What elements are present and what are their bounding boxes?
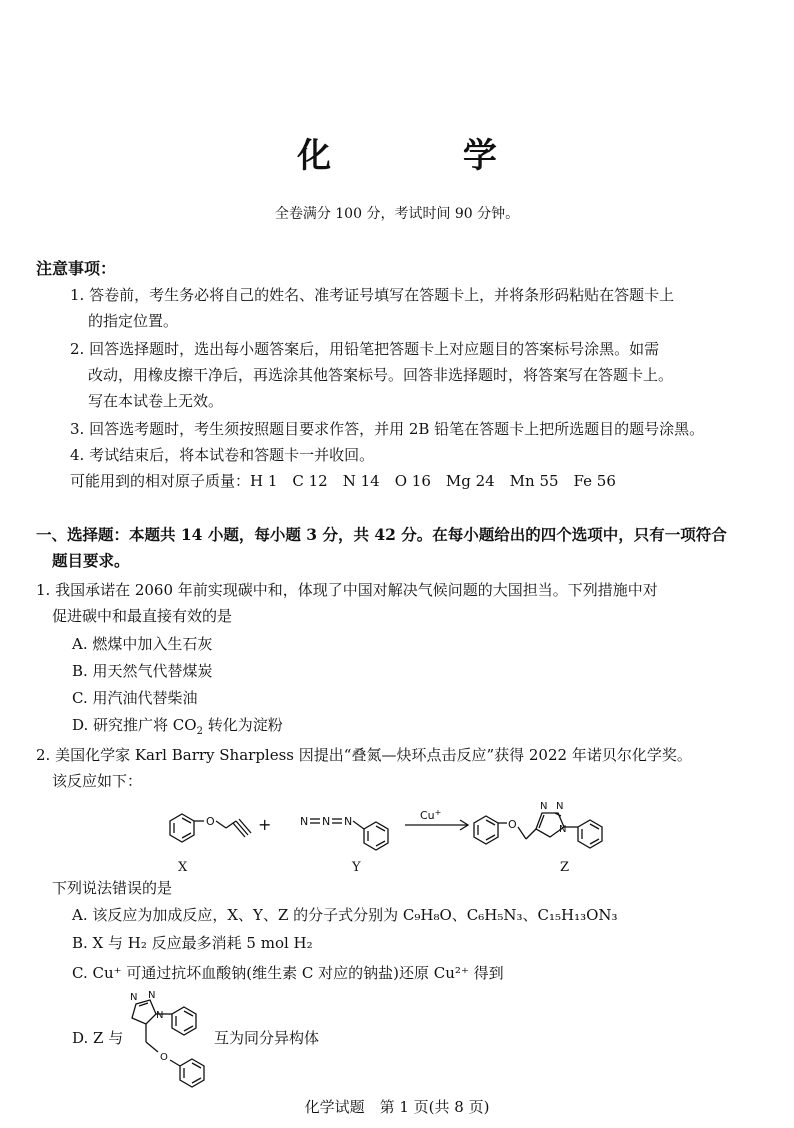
- q1-option-c: C. 用汽油代替柴油: [72, 689, 198, 707]
- plus-sign: +: [258, 815, 272, 834]
- q1-option-d-sub: 2: [196, 726, 203, 737]
- notice-item-2: 2. 回答选择题时，选出每小题答案后，用铅笔把答题卡上对应题目的答案标号涂黑。如需: [70, 340, 660, 358]
- notice-item-2-cont2: 写在本试卷上无效。: [88, 392, 224, 410]
- catalyst-symbol: Cu: [420, 809, 435, 822]
- isomer-oxygen-label: O: [160, 1052, 168, 1063]
- q2-option-a: A. 该反应为加成反应，X、Y、Z 的分子式分别为 C₉H₈O、C₆H₅N₃、C₁₅H₁₃ON₃: [72, 906, 618, 924]
- isomer-n-label-3: N: [156, 1010, 164, 1021]
- x-oxygen-label: O: [206, 815, 215, 828]
- y-n3-label: N: [344, 815, 353, 828]
- q1-stem: 1. 我国承诺在 2060 年前实现碳中和，体现了中国对解决气候问题的大国担当。下列措施中对: [36, 581, 658, 599]
- page-title: 化 学: [297, 136, 557, 176]
- q1-option-b: B. 用天然气代替煤炭: [72, 662, 213, 680]
- q2-option-c: C. Cu⁺ 可通过抗坏血酸钠(维生素 C 对应的钠盐)还原 Cu²⁺ 得到: [72, 964, 504, 982]
- atomic-masses: 可能用到的相对原子质量：H 1 C 12 N 14 O 16 Mg 24 Mn 55 Fe 56: [70, 472, 616, 490]
- z-n-label-2: N: [556, 801, 564, 812]
- z-n-label-3: N: [559, 824, 567, 835]
- q2-stem: 2. 美国化学家 Karl Barry Sharpless 因提出“叠氮—炔环点击反应”获得 2022 年诺贝尔化学奖。: [36, 746, 692, 764]
- q1-option-d-pre: D. 研究推广将 CO: [72, 716, 197, 734]
- label-z: Z: [560, 860, 570, 875]
- isomer-structure: [118, 990, 218, 1090]
- notice-item-4: 4. 考试结束后，将本试卷和答题卡一并收回。: [70, 446, 375, 464]
- label-x: X: [178, 860, 188, 875]
- isomer-n-label-1: N: [130, 992, 138, 1003]
- section-heading: 一、选择题：本题共 14 小题，每小题 3 分，共 42 分。在每小题给出的四个选项中，只有一项符合: [36, 525, 727, 544]
- q2-stem-cont: 该反应如下：: [52, 772, 143, 790]
- q2-question: 下列说法错误的是: [52, 879, 173, 897]
- catalyst-label: [420, 808, 441, 822]
- isomer-triazole-ring: [132, 1000, 156, 1024]
- section-heading-cont: 题目要求。: [52, 551, 130, 570]
- notice-heading: 注意事项：: [36, 259, 117, 278]
- notice-item-1: 1. 答卷前，考生务必将自己的姓名、准考证号填写在答题卡上，并将条形码粘贴在答题卡上: [70, 286, 675, 304]
- z-oxygen-label: O: [508, 818, 517, 831]
- notice-item-1-cont: 的指定位置。: [88, 312, 179, 330]
- page-footer: 化学试题 第 1 页(共 8 页): [304, 1098, 490, 1116]
- label-y: Y: [352, 860, 361, 875]
- z-n-label-1: N: [540, 801, 548, 812]
- q2-option-b: B. X 与 H₂ 反应最多消耗 5 mol H₂: [72, 934, 313, 952]
- exam-info: 全卷满分 100 分，考试时间 90 分钟。: [274, 206, 520, 222]
- q1-stem-cont: 促进碳中和最直接有效的是: [52, 607, 233, 625]
- q2-option-d-pre: D. Z 与: [72, 1029, 124, 1047]
- catalyst-charge: +: [434, 808, 442, 817]
- q1-option-d: [72, 715, 283, 735]
- q1-option-a: A. 燃煤中加入生石灰: [72, 635, 213, 653]
- q1-option-d-post: 转化为淀粉: [202, 716, 283, 734]
- reaction-scheme: [150, 795, 650, 875]
- notice-item-3: 3. 回答选考题时，考生须按照题目要求作答，并用 2B 铅笔在答题卡上把所选题目的题号涂黑。: [70, 420, 705, 438]
- isomer-n-label-2: N: [148, 990, 156, 1001]
- q2-option-d-post: 互为同分异构体: [214, 1029, 320, 1047]
- y-n2-label: N: [322, 815, 331, 828]
- y-n1-label: N: [300, 815, 309, 828]
- notice-item-2-cont: 改动，用橡皮擦干净后，再选涂其他答案标号。回答非选择题时，将答案写在答题卡上。: [88, 366, 674, 384]
